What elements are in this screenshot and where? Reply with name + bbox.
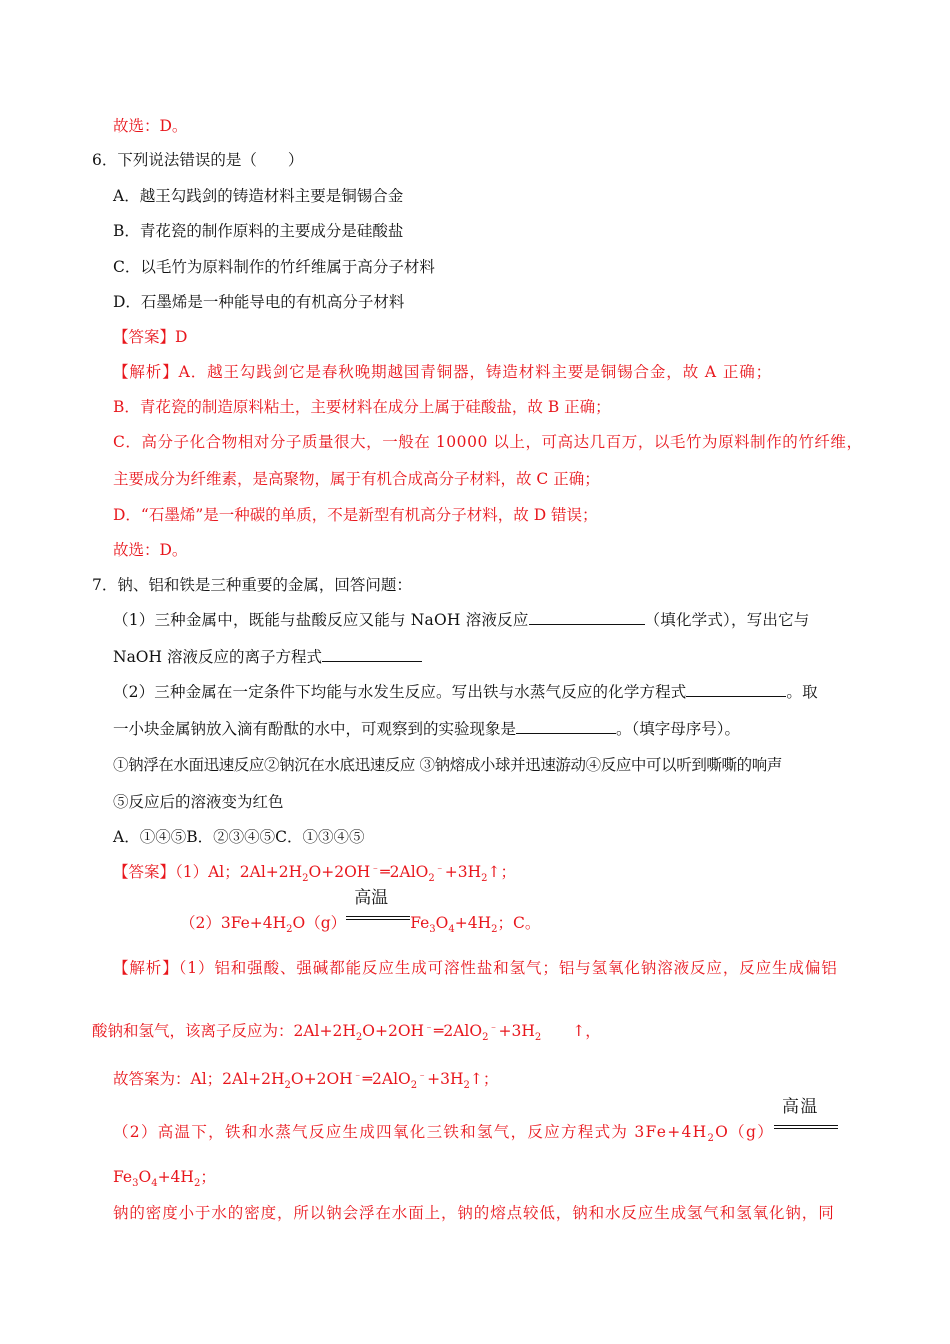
superscript: ﹣ bbox=[352, 1069, 363, 1081]
text-run: NaOH 溶液反应的离子方程式 bbox=[113, 648, 322, 666]
text-run: A．①④⑤B．②③④⑤C．①③④⑤ bbox=[113, 828, 365, 846]
text-line bbox=[92, 1021, 601, 1044]
double-line bbox=[346, 916, 410, 920]
text-run: ↑， bbox=[541, 1022, 601, 1040]
subscript: 4 bbox=[151, 1178, 158, 1190]
text-line bbox=[113, 186, 403, 206]
text-run: O（g） bbox=[292, 914, 347, 932]
text-line bbox=[113, 221, 403, 241]
text-line bbox=[113, 610, 810, 630]
text-run: +4H bbox=[454, 914, 492, 932]
text-run: Fe bbox=[113, 1168, 133, 1186]
text-run: +3H bbox=[444, 863, 482, 881]
text-run: ═2AlO bbox=[434, 1022, 483, 1040]
text-run: 故选：D。 bbox=[113, 541, 188, 559]
text-run: O bbox=[435, 914, 449, 932]
text-run: O bbox=[138, 1168, 152, 1186]
text-run: 故选：D。 bbox=[113, 117, 188, 135]
text-line bbox=[113, 682, 818, 702]
condition-label: 高温 bbox=[782, 1097, 819, 1117]
text-run: 故答案为：Al；2Al+2H bbox=[113, 1070, 285, 1088]
text-line bbox=[113, 862, 516, 885]
text-run: 【解析】（1）铝和强酸、强碱都能反应生成可溶性盐和氢气；铝与氢氧化钠溶液反应，反应生成偏铝 bbox=[113, 959, 838, 977]
text-line bbox=[113, 257, 435, 277]
text-run: +3H bbox=[427, 1070, 464, 1088]
text-line bbox=[113, 469, 600, 489]
text-run: +4H bbox=[157, 1168, 194, 1186]
reaction-condition-arrow bbox=[346, 888, 410, 928]
subscript: 2 bbox=[193, 1178, 201, 1190]
subscript: 2 bbox=[482, 1032, 489, 1044]
text-line bbox=[113, 540, 187, 560]
text-run: 酸钠和氢气，该离子反应为：2Al+2H bbox=[92, 1022, 356, 1040]
text-line bbox=[113, 327, 187, 347]
text-run: Fe bbox=[410, 914, 430, 932]
text-run: +3H bbox=[498, 1022, 535, 1040]
text-run: （2）高温下，铁和水蒸气反应生成四氧化三铁和氢气，反应方程式为 3Fe+4H bbox=[113, 1123, 708, 1141]
text-run: （2）三种金属在一定条件下均能与水发生反应。写出铁与水蒸气反应的化学方程式 bbox=[113, 683, 687, 701]
text-run: O+2OH bbox=[362, 1022, 425, 1040]
superscript: ﹣ bbox=[434, 862, 445, 874]
superscript: ﹣ bbox=[370, 862, 381, 874]
text-run: C．以毛竹为原料制作的竹纤维属于高分子材料 bbox=[113, 258, 435, 276]
subscript: 2 bbox=[534, 1032, 542, 1044]
text-line bbox=[113, 1203, 835, 1223]
subscript: 2 bbox=[707, 1133, 716, 1145]
answer-blank bbox=[686, 682, 786, 697]
text-line bbox=[113, 362, 772, 382]
text-run: 一小块金属钠放入滴有酚酞的水中，可观察到的实验现象是 bbox=[113, 720, 517, 738]
text-run: B．青花瓷的制作原料的主要成分是硅酸盐 bbox=[113, 222, 404, 240]
superscript: ﹣ bbox=[488, 1021, 499, 1033]
text-line bbox=[113, 1167, 216, 1190]
answer-blank bbox=[529, 610, 645, 625]
text-line bbox=[113, 755, 782, 775]
text-run: 6．下列说法错误的是（ ） bbox=[92, 151, 304, 169]
text-line bbox=[180, 888, 541, 936]
text-line bbox=[113, 827, 364, 847]
superscript: ﹣ bbox=[424, 1021, 435, 1033]
subscript: 2 bbox=[410, 1080, 418, 1092]
text-run: ↑； bbox=[469, 1070, 499, 1088]
text-run: ═2AlO bbox=[362, 1070, 411, 1088]
text-run: 。（填字母序号）。 bbox=[616, 720, 741, 738]
text-run: ①钠浮在水面迅速反应②钠沉在水底迅速反应 ③钠熔成小球并迅速游动④反应中可以听到嘶嘶的响声 bbox=[113, 756, 782, 774]
subscript: 2 bbox=[481, 873, 488, 885]
text-line bbox=[113, 116, 187, 136]
text-run: （2）3Fe+4H bbox=[180, 914, 287, 932]
text-line bbox=[113, 719, 740, 739]
text-line bbox=[113, 432, 863, 452]
answer-blank bbox=[322, 647, 422, 662]
subscript: 2 bbox=[286, 924, 293, 936]
text-line bbox=[92, 575, 412, 595]
subscript: 2 bbox=[355, 1032, 363, 1044]
superscript: ﹣ bbox=[417, 1069, 428, 1081]
text-run: B．青花瓷的制造原料粘土，主要材料在成分上属于硅酸盐，故 B 正确； bbox=[113, 398, 611, 416]
subscript: 2 bbox=[463, 1080, 470, 1092]
text-line bbox=[113, 647, 422, 667]
text-run: 【解析】A．越王勾践剑它是春秋晚期越国青铜器，铸造材料主要是铜锡合金，故 A 正确； bbox=[113, 363, 773, 381]
text-run: 钠的密度小于水的密度，所以钠会浮在水面上，钠的熔点较低，钠和水反应生成氢气和氢氧化钠，同 bbox=[113, 1204, 835, 1222]
subscript: 2 bbox=[284, 1080, 291, 1092]
text-run: 【答案】D bbox=[113, 328, 188, 346]
subscript: 2 bbox=[302, 873, 309, 885]
text-run: （1）三种金属中，既能与盐酸反应又能与 NaOH 溶液反应 bbox=[113, 611, 529, 629]
text-line bbox=[92, 150, 303, 170]
text-run: 主要成分为纤维素，是高聚物，属于有机合成高分子材料，故 C 正确； bbox=[113, 470, 600, 488]
text-run: O（g） bbox=[715, 1123, 775, 1141]
subscript: 4 bbox=[448, 924, 455, 936]
text-run: D．“石墨烯”是一种碳的单质，不是新型有机高分子材料，故 D 错误； bbox=[113, 506, 598, 524]
text-run: O+2OH bbox=[308, 863, 371, 881]
text-run: 。取 bbox=[786, 683, 818, 701]
text-line bbox=[113, 792, 284, 812]
text-line bbox=[113, 397, 611, 417]
text-run: （填化学式），写出它与 bbox=[644, 611, 810, 629]
text-line bbox=[113, 1069, 499, 1092]
text-run: A．越王勾践剑的铸造材料主要是铜锡合金 bbox=[113, 187, 404, 205]
text-run: D．石墨烯是一种能导电的有机高分子材料 bbox=[113, 293, 405, 311]
text-run: ；C。 bbox=[497, 914, 541, 932]
subscript: 3 bbox=[132, 1178, 139, 1190]
text-run: ； bbox=[200, 1168, 216, 1186]
text-run: O+2OH bbox=[290, 1070, 353, 1088]
text-run: ⑤反应后的溶液变为红色 bbox=[113, 793, 284, 811]
text-run: 【答案】（1）Al；2Al+2H bbox=[113, 863, 303, 881]
text-line bbox=[113, 1097, 838, 1145]
text-line bbox=[113, 292, 404, 312]
subscript: 2 bbox=[428, 873, 435, 885]
text-line bbox=[113, 505, 598, 525]
text-run: 7．钠、铝和铁是三种重要的金属，回答问题： bbox=[92, 576, 412, 594]
text-run: C．高分子化合物相对分子质量很大，一般在 10000 以上，可高达几百万，以毛竹为原料制作的竹纤维， bbox=[113, 433, 863, 451]
subscript: 3 bbox=[429, 924, 436, 936]
condition-label: 高温 bbox=[354, 888, 389, 908]
double-line bbox=[774, 1125, 838, 1129]
reaction-condition-arrow bbox=[774, 1097, 838, 1137]
text-line bbox=[113, 958, 838, 978]
text-run: ↑； bbox=[487, 863, 516, 881]
subscript: 2 bbox=[491, 924, 498, 936]
answer-blank bbox=[516, 719, 616, 734]
text-run: ═2AlO bbox=[380, 863, 429, 881]
